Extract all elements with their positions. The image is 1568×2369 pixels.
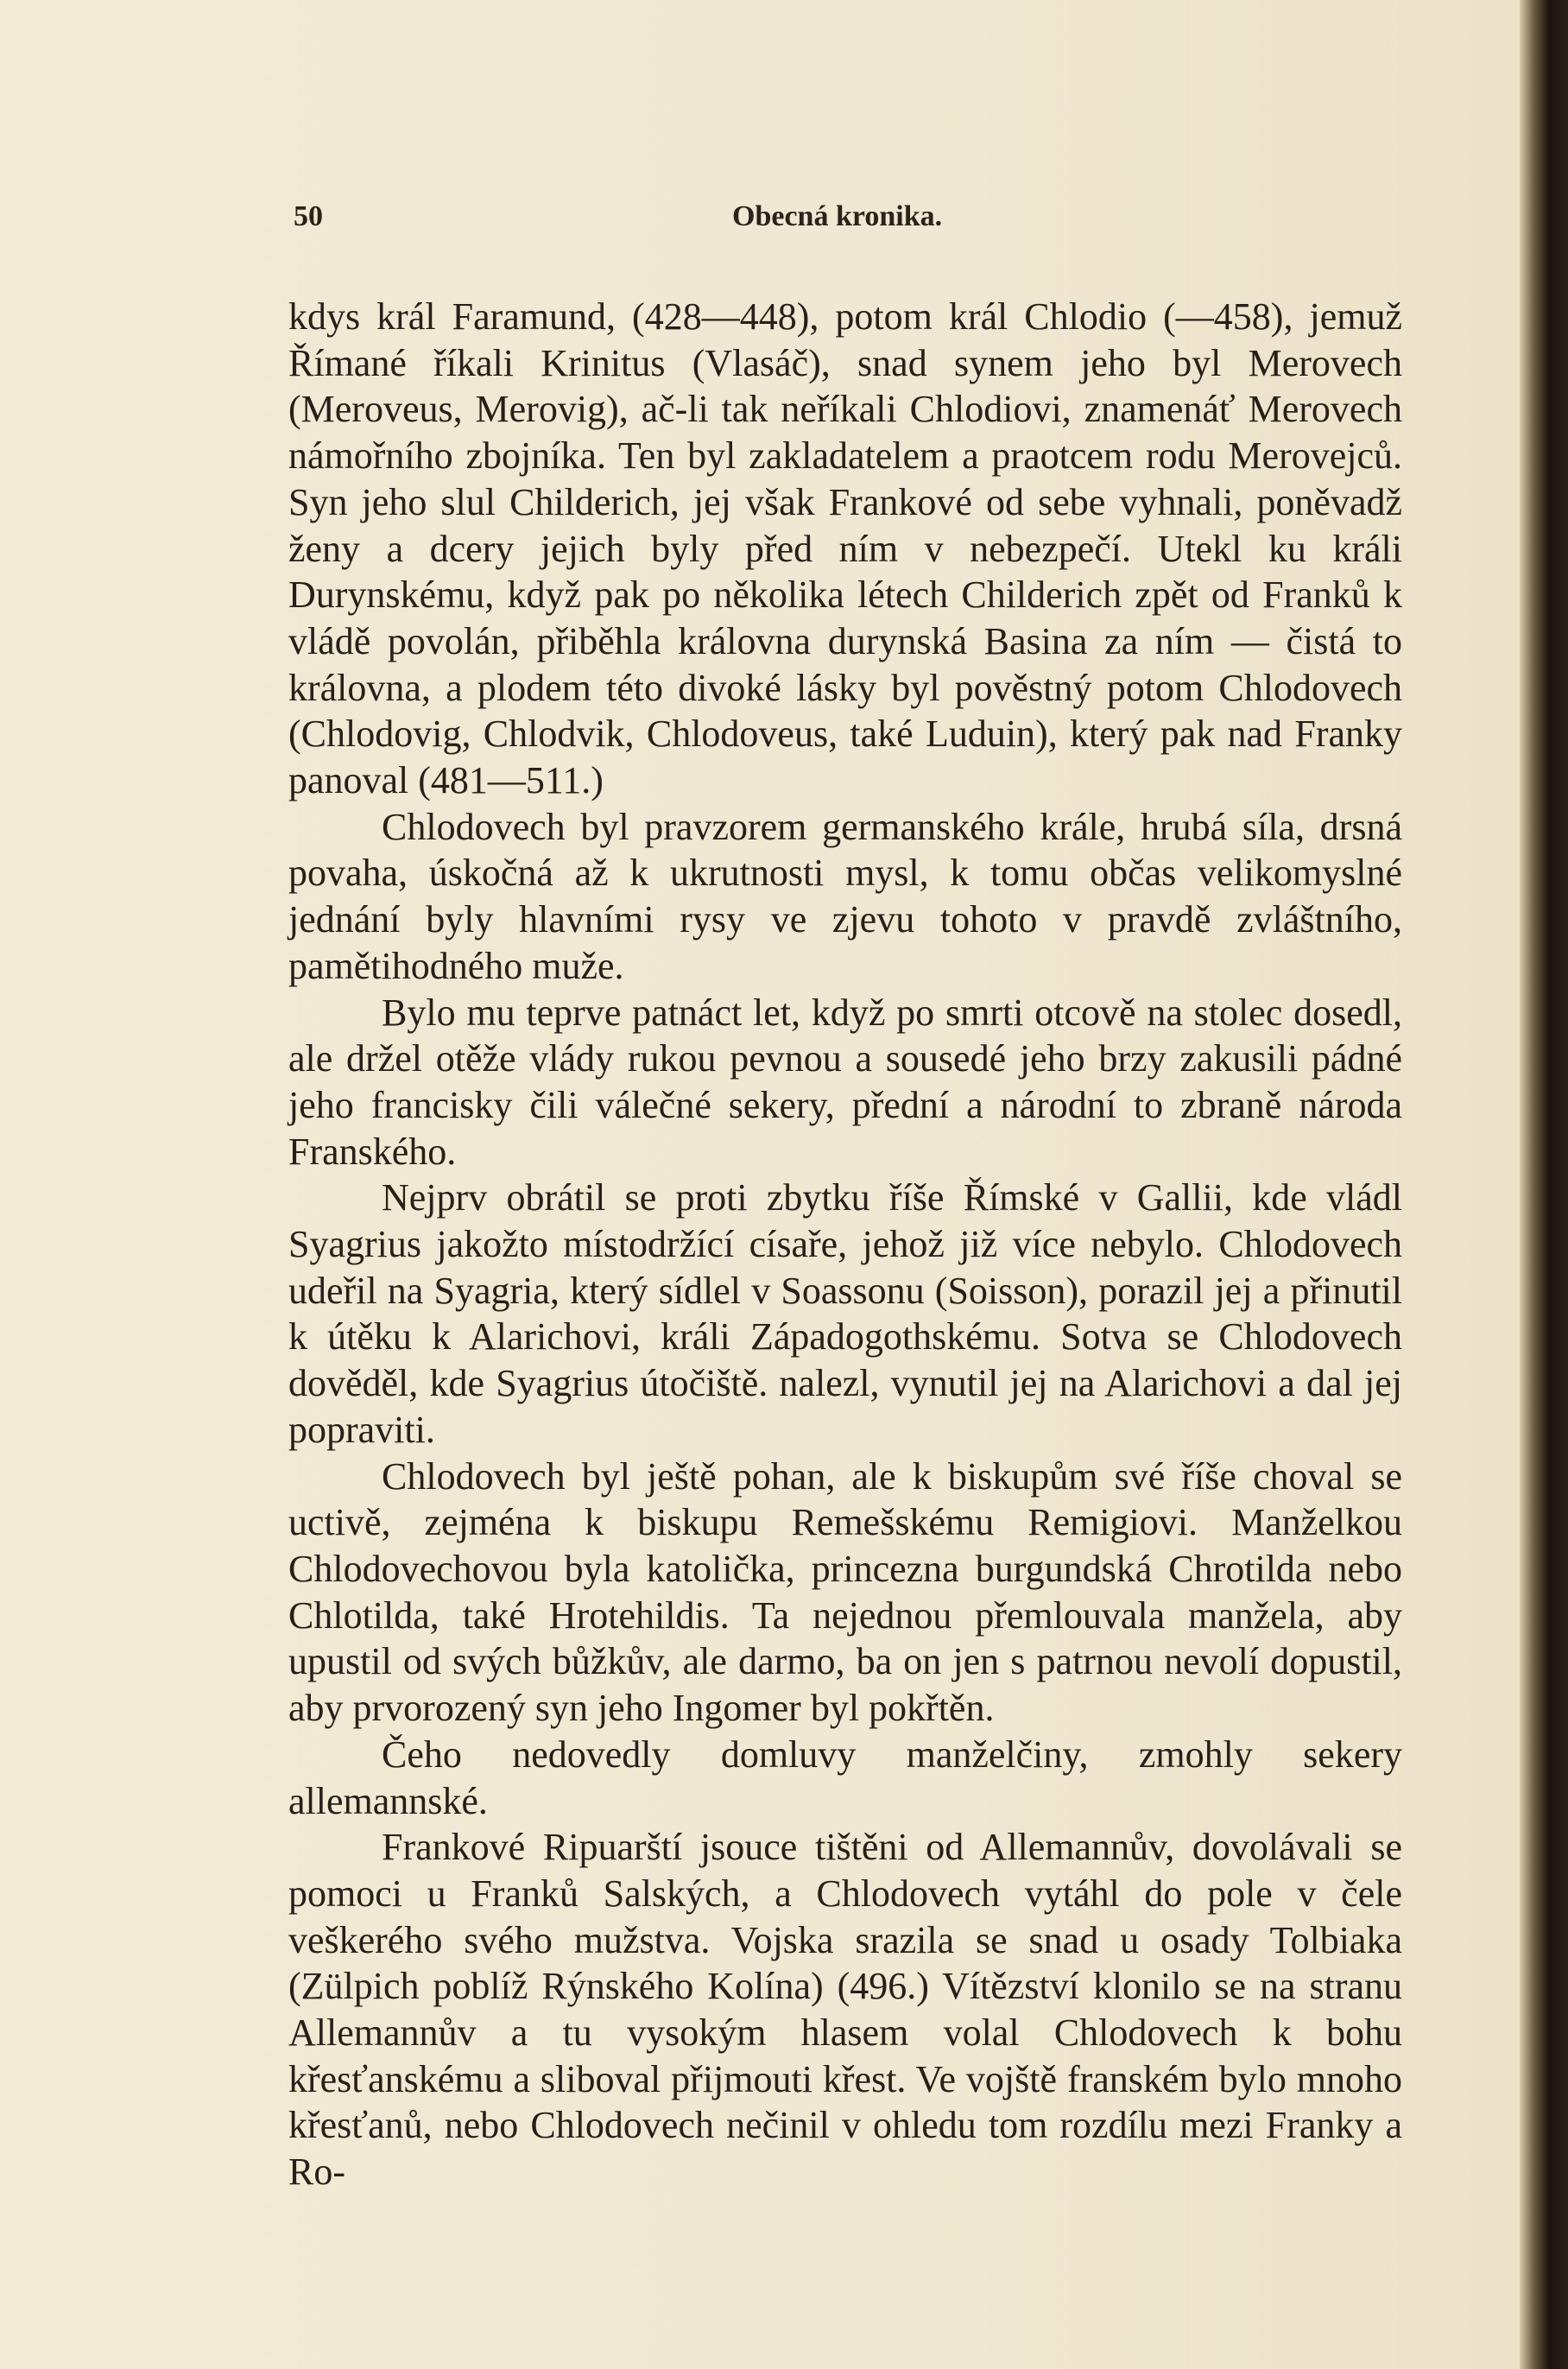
body-text <box>288 294 1402 2195</box>
paragraph: Nejprv obrátil se proti zbytku říše Římské v Gallii, kde vládl Syagrius jakožto místodržící císaře, jehož již více nebylo. Chlodovech udeřil na Syagria, který sídlel v Soassonu (Soisson), porazil jej a přinutil k útěku k Alarichovi, králi Západogothskému. Sotva se Chlodovech dověděl, kde Syagrius útočiště. nalezl, vynutil jej na Alarichovi a dal jej popraviti. <box>288 1176 1402 1451</box>
paragraph: Frankové Ripuarští jsouce tištěni od Allemannův, dovolávali se pomoci u Franků Salských, a Chlodovech vytáhl do pole v čele veškerého svého mužstva. Vojska srazila se snad u osady Tolbiaka (Zülpich poblíž Rýnského Kolína) (496.) Vítězství klonilo se na stranu Allemannův a tu vysokým hlasem volal Chlodovech k bohu křesťanskému a sliboval přijmouti křest. Ve vojště franském bylo mnoho křesťanů, nebo Chlodovech nečinil v ohledu tom rozdílu mezi Franky a Ro- <box>288 1826 1402 2194</box>
running-title: Obecná kronika. <box>732 200 943 232</box>
page-header <box>290 200 1413 244</box>
paragraph: Čeho nedovedly domluvy manželčiny, zmohly sekery allemannské. <box>288 1732 1402 1822</box>
paragraph: Chlodovech byl ještě pohan, ale k biskupům své říše choval se uctivě, zejména k biskupu Remešskému Remigiovi. Manželkou Chlodovechovou byla katolička, princezna burgundská Chrotilda nebo Chlotilda, také Hrotehildis. Ta nejednou přemlouvala manžela, aby upustil od svých bůžkův, ale darmo, ba on jen s patrnou nevolí dopustil, aby prvorozený syn jeho Ingomer byl pokřtěn. <box>288 1454 1402 1730</box>
paragraph: kdys král Faramund, (428—448), potom král Chlodio (—458), jemuž Římané říkali Krinitus (Vlasáč), snad synem jeho byl Merovech (Meroveus, Merovig), ač-li tak neříkali Chlodiovi, znamenáť Merovech námořního zbojníka. Ten byl zakladatelem a praotcem rodu Merovejců. Syn jeho slul Childerich, jej však Frankové od sebe vyhnali, poněvadž ženy a dcery jejich byly před ním v nebezpečí. Utekl ku králi Durynskému, když pak po několika létech Childerich zpět od Franků k vládě povolán, přiběhla královna durynská Basina za ním — čistá to královna, a plodem této divoké lásky byl pověstný potom Chlodovech (Chlodovig, Chlodvik, Chlodoveus, také Luduin), který pak nad Franky panoval (481—511.) <box>288 295 1402 802</box>
paragraph: Chlodovech byl pravzorem germanského krále, hrubá síla, drsná povaha, úskočná až k ukrutnosti mysl, k tomu občas velikomyslné jednání byly hlavními rysy ve zjevu tohoto v pravdě zvláštního, pamětihodného muže. <box>288 805 1402 987</box>
book-spine-edge <box>1520 0 1568 2369</box>
paragraph: Bylo mu teprve patnáct let, když po smrti otcově na stolec dosedl, ale držel otěže vlády rukou pevnou a sousedé jeho brzy zakusili pádné jeho francisky čili válečné sekery, přední a národní to zbraně národa Franského. <box>288 991 1402 1173</box>
page-number: 50 <box>294 200 323 232</box>
